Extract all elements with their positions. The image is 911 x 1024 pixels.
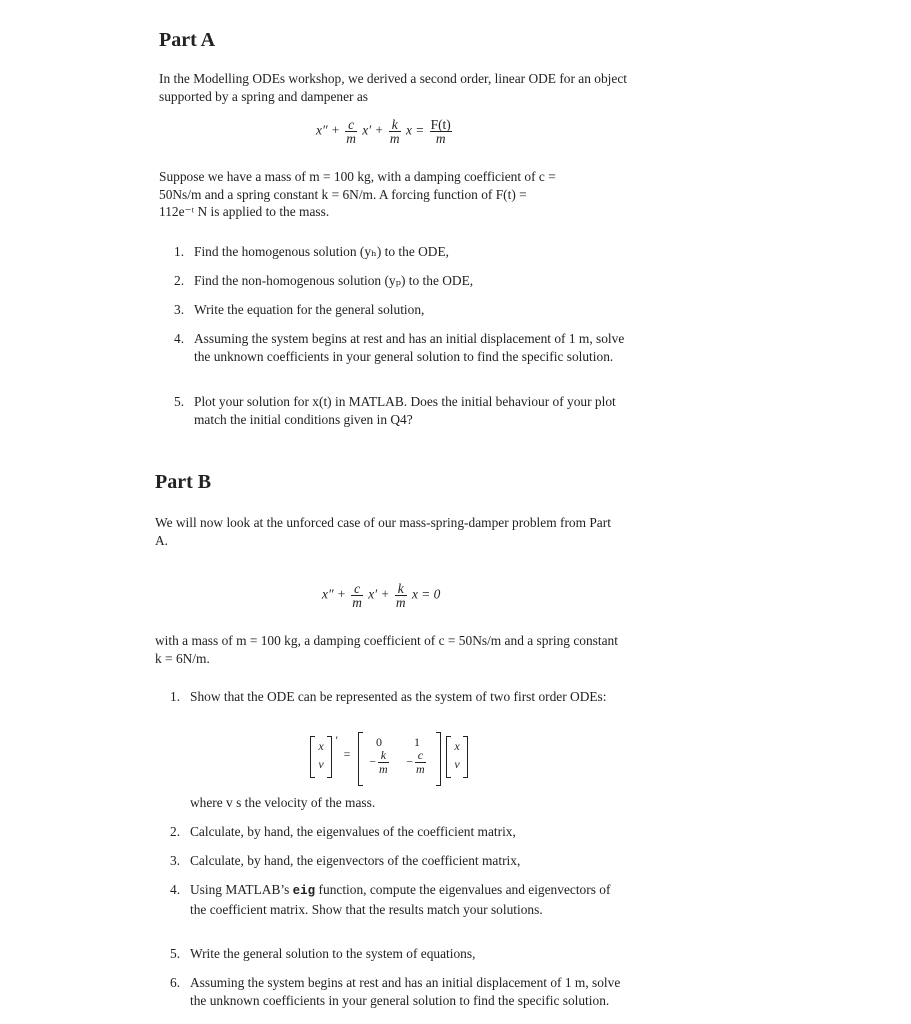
part-b-question-3: 3. Calculate, by hand, the eigenvectors of the coefficient matrix, [170, 853, 521, 868]
part-b-ode-equation [322, 582, 440, 609]
eq-term-x1: x′ + [362, 122, 384, 138]
eq-term-end: x = 0 [411, 586, 441, 602]
matrix-a12: 1 [414, 735, 420, 749]
part-b-question-2: 2. Calculate, by hand, the eigenvalues of the coefficient matrix, [170, 824, 516, 839]
part-a-heading: Part A [159, 29, 216, 51]
part-a-params [159, 168, 629, 221]
eq-frac-c-m: $\frac{c}{m}$ [346, 117, 356, 146]
vector-x: x [318, 739, 324, 753]
eq-frac-k-m: $\frac{k}{m}$ [395, 581, 406, 610]
part-a-intro: In the Modelling ODEs workshop, we derived a second order, linear ODE for an object supported by a spring and dampener as [159, 71, 627, 104]
matrix-a11: 0 [376, 735, 382, 749]
part-b-params: with a mass of m = 100 kg, a damping coefficient of c = 50Ns/m and a spring constant k = 6N/m. [155, 633, 618, 666]
params-line-2: 50Ns/m and a spring constant k = 6N/m. A forcing function of F(t) = [159, 186, 527, 202]
eq-term-x0: x = [405, 122, 425, 138]
part-b-question-6: 6. Assuming the system begins at rest and has an initial displacement of 1 m, solve the unknown coefficients in your general solution to find the specific solution. [170, 975, 621, 1008]
vector-x-rhs: x [454, 739, 460, 753]
part-b-heading: Part B [155, 471, 212, 493]
params-line-1: Suppose we have a mass of m = 100 kg, with a damping coefficient of c = [159, 169, 556, 184]
eq-term-x2: x″ + [316, 122, 340, 138]
part-b-question-1: 1. Show that the ODE can be represented as the system of two first order ODEs: [170, 689, 607, 704]
matrix-a21: − $\frac{k}{m}$ [369, 748, 388, 776]
vector-v-rhs: v [454, 757, 460, 771]
eq-term-x2: x″ + [322, 586, 346, 602]
part-a-question-3: 3. Write the equation for the general solution, [174, 302, 425, 317]
vector-v: v [318, 757, 324, 771]
eq-frac-F-m: $\frac{F(t)}{m}$ [430, 117, 451, 146]
prime-mark: ′ [334, 733, 338, 747]
code-eig: eig [292, 884, 316, 898]
part-a-ode-equation [316, 118, 454, 145]
part-a-question-1: 1. Find the homogenous solution (yₕ) to the ODE, [174, 244, 449, 259]
part-a-question-4: 4. Assuming the system begins at rest and has an initial displacement of 1 m, solve the unknown coefficients in your general solution to find the specific solution. [174, 331, 625, 364]
params-line-3: 112e⁻ᵗ N is applied to the mass. [159, 204, 330, 219]
part-a-question-2: 2. Find the non-homogenous solution (yₚ) to the ODE, [174, 273, 474, 288]
matrix-equals: = [343, 747, 351, 761]
matrix-right-bracket [436, 732, 441, 786]
matrix-a22: − $\frac{c}{m}$ [406, 748, 425, 776]
eq-frac-k-m: $\frac{k}{m}$ [389, 117, 400, 146]
part-b-question-4: 4. Using MATLAB’s eig function, compute the eigenvalues and eigenvectors of the coefficient matrix. Show that the results match your solutions. [170, 882, 611, 917]
vector-right-bracket-r [463, 736, 468, 778]
eq-term-x1: x′ + [368, 586, 390, 602]
part-b-question-5: 5. Write the general solution to the system of equations, [170, 946, 476, 961]
matrix-system [310, 732, 510, 788]
part-b-intro: We will now look at the unforced case of our mass-spring-damper problem from Part A. [155, 515, 611, 548]
where-text: where v s the velocity of the mass. [190, 795, 376, 810]
eq-frac-c-m: $\frac{c}{m}$ [352, 581, 362, 610]
part-a-question-5: 5. Plot your solution for x(t) in MATLAB. Does the initial behaviour of your plot match the initial conditions given in Q4? [174, 394, 616, 427]
